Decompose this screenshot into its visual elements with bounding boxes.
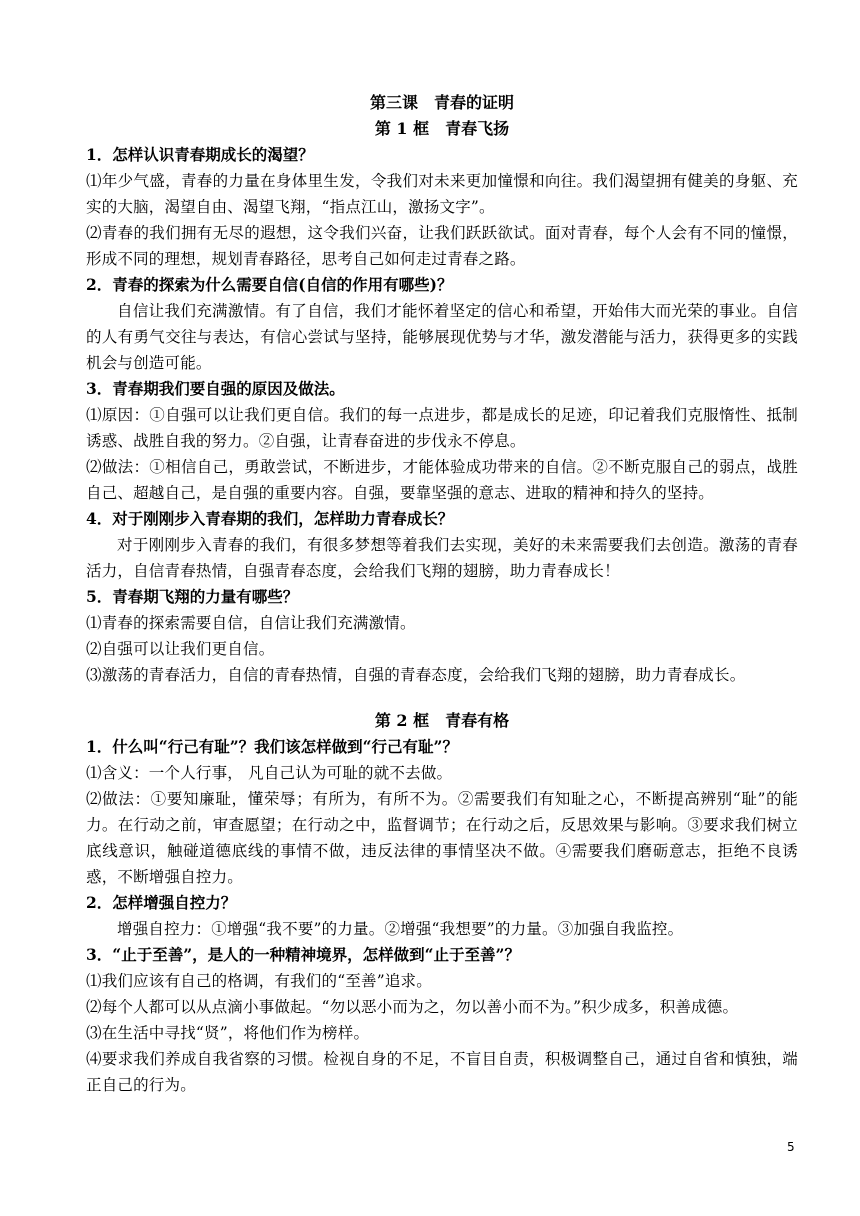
question-5-heading: 5．青春期飞翔的力量有哪些？ — [86, 587, 299, 606]
question-2-answer: 自信让我们充满激情。有了自信，我们才能怀着坚定的信心和希望，开始伟大而光荣的事业。自信的人有勇气交往与表达，有信心尝试与坚持，能够展现优势与才华，激发潜能与活力，获得更多的实践机会与创造可能。 — [86, 302, 798, 372]
question-3-heading: 3．青春期我们要自强的原因及做法。 — [86, 379, 345, 398]
s2-question-1-heading: 1．什么叫“行己有耻”？我们该怎样做到“行己有耻”？ — [86, 737, 458, 756]
s2-question-3-answer-3: ⑶在生活中寻找“贤”，将他们作为榜样。 — [86, 1024, 370, 1042]
s2-question-3-answer-2: ⑵每个人都可以从点滴小事做起。“勿以恶小而为之，勿以善小而不为。”积少成多，积善成德。 — [86, 998, 739, 1016]
section-2-title: 第 2 框 青春有格 — [374, 711, 510, 730]
page-number: 5 — [787, 1140, 795, 1154]
s2-question-1-answer-2: ⑵做法：①要知廉耻，懂荣辱；有所为，有所不为。②需要我们有知耻之心，不断提高辨别“耻”的能力。在行动之前，审查愿望；在行动之中，监督调节；在行动之后，反思效果与影响。③要求我们树立底线意识，触碰道德底线的事情不做，违反法律的事情坚决不做。④需要我们磨砺意志，拒绝不良诱惑，不断增强自控力。 — [86, 790, 798, 886]
s2-question-2-heading: 2．怎样增强自控力？ — [86, 893, 237, 912]
s2-question-1-answer-1: ⑴含义：一个人行事， 凡自己认为可耻的就不去做。 — [86, 764, 453, 782]
s2-question-3-heading: 3．“止于至善”，是人的一种精神境界，怎样做到“止于至善”？ — [86, 945, 520, 964]
question-1-heading: 1．怎样认识青春期成长的渴望？ — [86, 145, 314, 164]
s2-question-3-answer-4: ⑷要求我们养成自我省察的习惯。检视自身的不足，不盲目自责，积极调整自己，通过自省和慎独，端正自己的行为。 — [86, 1050, 798, 1094]
question-3-answer-1: ⑴原因：①自强可以让我们更自信。我们的每一点进步，都是成长的足迹，印记着我们克服惰性、抵制诱惑、战胜自我的努力。②自强，让青春奋进的步伐永不停息。 — [86, 406, 798, 450]
s2-question-2-answer: 增强自控力：①增强“我不要”的力量。②增强“我想要”的力量。③加强自我监控。 — [117, 920, 684, 938]
question-4-answer: 对于刚刚步入青春的我们，有很多梦想等着我们去实现，美好的未来需要我们去创造。激荡的青春活力，自信青春热情，自强青春态度，会给我们飞翔的翅膀，助力青春成长！ — [86, 536, 798, 580]
question-5-answer-2: ⑵自强可以让我们更自信。 — [86, 640, 275, 658]
question-3-answer-2: ⑵做法：①相信自己，勇敢尝试，不断进步，才能体验成功带来的自信。②不断克服自己的弱点，战胜自己、超越自己，是自强的重要内容。自强，要靠坚强的意志、进取的精神和持久的坚持。 — [86, 458, 798, 502]
s2-question-3-answer-1: ⑴我们应该有自己的格调，有我们的“至善”追求。 — [86, 972, 432, 990]
question-1-answer-2: ⑵青春的我们拥有无尽的遐想，这令我们兴奋，让我们跃跃欲试。面对青春，每个人会有不同的憧憬，形成不同的理想，规划青春路径，思考自己如何走过青春之路。 — [86, 224, 798, 268]
section-1-title: 第 1 框 青春飞扬 — [374, 119, 510, 138]
lesson-title: 第三课 青春的证明 — [369, 93, 514, 112]
question-2-heading: 2．青春的探索为什么需要自信(自信的作用有哪些)？ — [86, 275, 453, 294]
question-1-answer-1: ⑴年少气盛，青春的力量在身体里生发，令我们对未来更加憧憬和向往。我们渴望拥有健美的身躯、充实的大脑，渴望自由、渴望飞翔，“指点江山，激扬文字”。 — [86, 172, 798, 216]
question-4-heading: 4．对于刚刚步入青春期的我们，怎样助力青春成长？ — [86, 509, 454, 528]
question-5-answer-1: ⑴青春的探索需要自信，自信让我们充满激情。 — [86, 614, 416, 632]
document-page — [86, 88, 798, 1098]
question-5-answer-3: ⑶激荡的青春活力，自信的青春热情，自强的青春态度，会给我们飞翔的翅膀，助力青春成长。 — [86, 666, 746, 684]
